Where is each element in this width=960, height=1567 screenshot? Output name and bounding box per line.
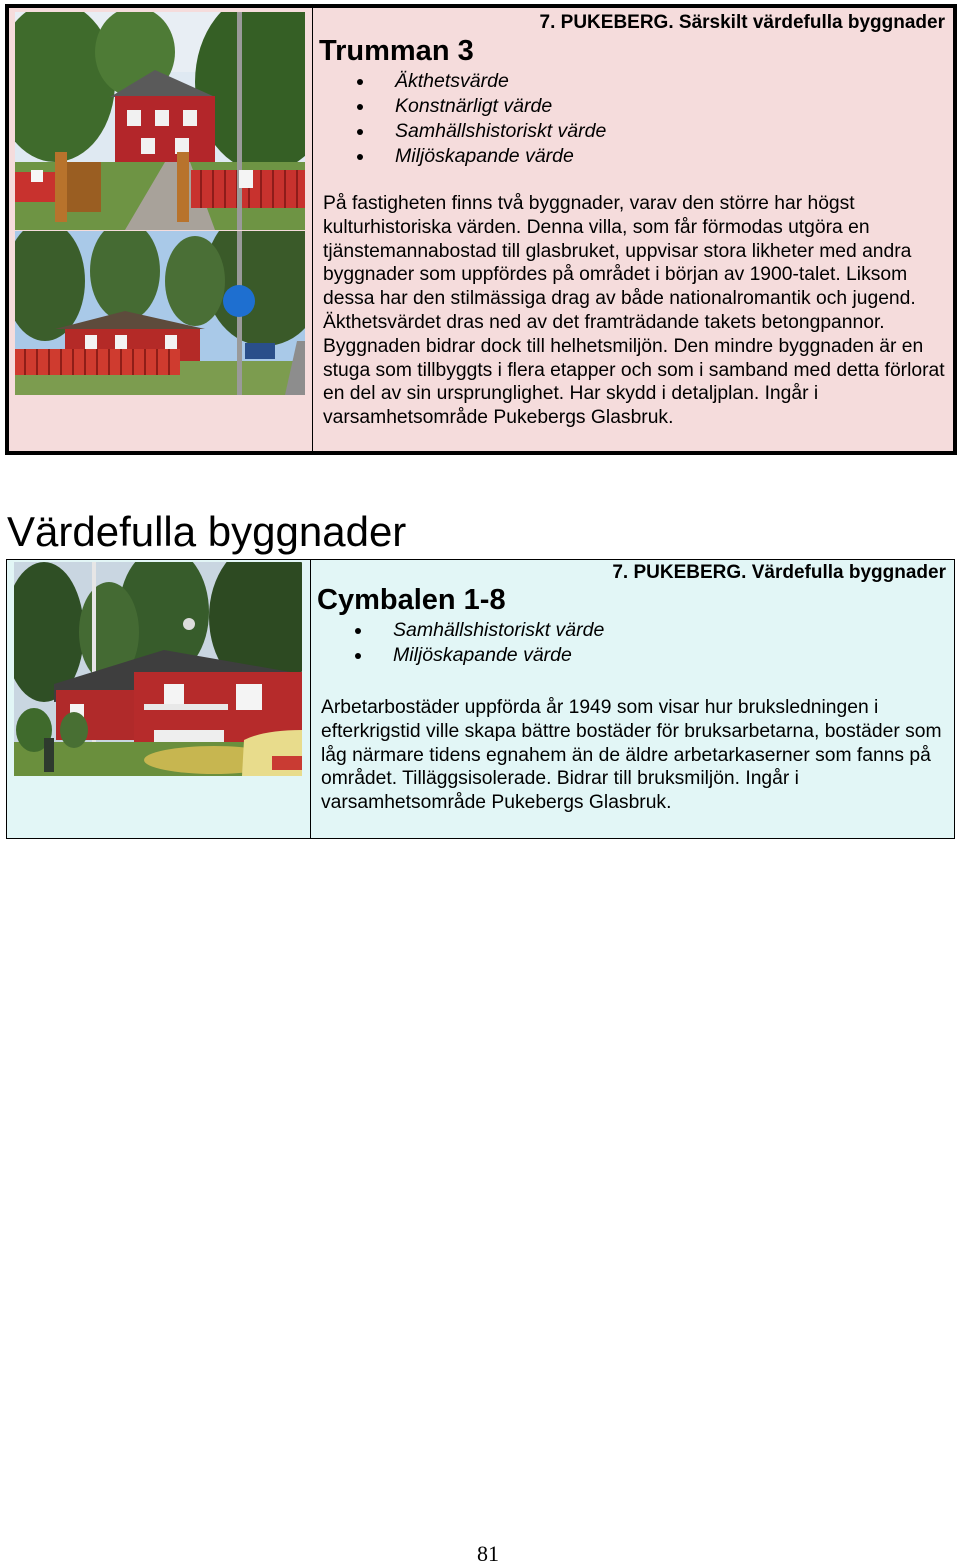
value-item: Samhällshistoriskt värde xyxy=(353,618,604,643)
building-name: Cymbalen 1-8 xyxy=(317,584,506,616)
value-item: Konstnärligt värde xyxy=(355,94,606,119)
building-card-trumman xyxy=(5,4,957,455)
value-item: Miljöskapande värde xyxy=(353,643,604,668)
photo-column xyxy=(7,560,311,838)
building-card-cymbalen xyxy=(6,559,955,839)
building-description: På fastigheten finns två byggnader, varav den större har högst kulturhistoriska värden. Denna villa, som får förmodas utgöra en tjänstemannabostad till glasbruket, uppvisar stora likheter med andra byggnader som uppfördes på området i början av 1900-talet. Liksom dessa har den stilmässiga drag av både nationalromantik och jugend. Äkthetsvärdet dras ned av det framträdande takets betongpannor. Byggnaden bidrar dock till helhetsmiljön. Den mindre byggnaden är en stuga som tillbyggts i flera etapper och som i samband med detta förlorat en del av sin ursprunglighet. Har skydd i detaljplan. Ingår i varsamhetsområde Pukebergs Glasbruk. xyxy=(323,193,945,429)
value-list xyxy=(353,618,604,668)
value-item: Äkthetsvärde xyxy=(355,69,606,94)
value-item: Samhällshistoriskt värde xyxy=(355,119,606,144)
photo-trumman-cottage xyxy=(15,231,305,395)
photo-cymbalen-houses xyxy=(14,562,302,776)
photo-trumman-villa xyxy=(15,12,305,230)
value-item: Miljöskapande värde xyxy=(355,144,606,169)
section-heading: Värdefulla byggnader xyxy=(7,508,407,555)
card-tagline: 7. PUKEBERG. Särskilt värdefulla byggnader xyxy=(539,12,945,33)
value-list xyxy=(355,69,606,169)
photo-column xyxy=(9,8,313,451)
page-number: 81 xyxy=(477,1541,499,1566)
building-name: Trumman 3 xyxy=(319,35,474,67)
building-description: Arbetarbostäder uppförda år 1949 som visar hur bruksledningen i efterkrigstid ville skapa bättre bostäder för bruksarbetarna, bostäder som låg närmare tidens egnahem än de äldre arbetarkaserner som fanns på området. Tilläggsisolerade. Bidrar till bruksmiljön. Ingår i varsamhetsområde Pukebergs Glasbruk. xyxy=(321,697,942,814)
card-tagline: 7. PUKEBERG. Värdefulla byggnader xyxy=(612,562,946,583)
